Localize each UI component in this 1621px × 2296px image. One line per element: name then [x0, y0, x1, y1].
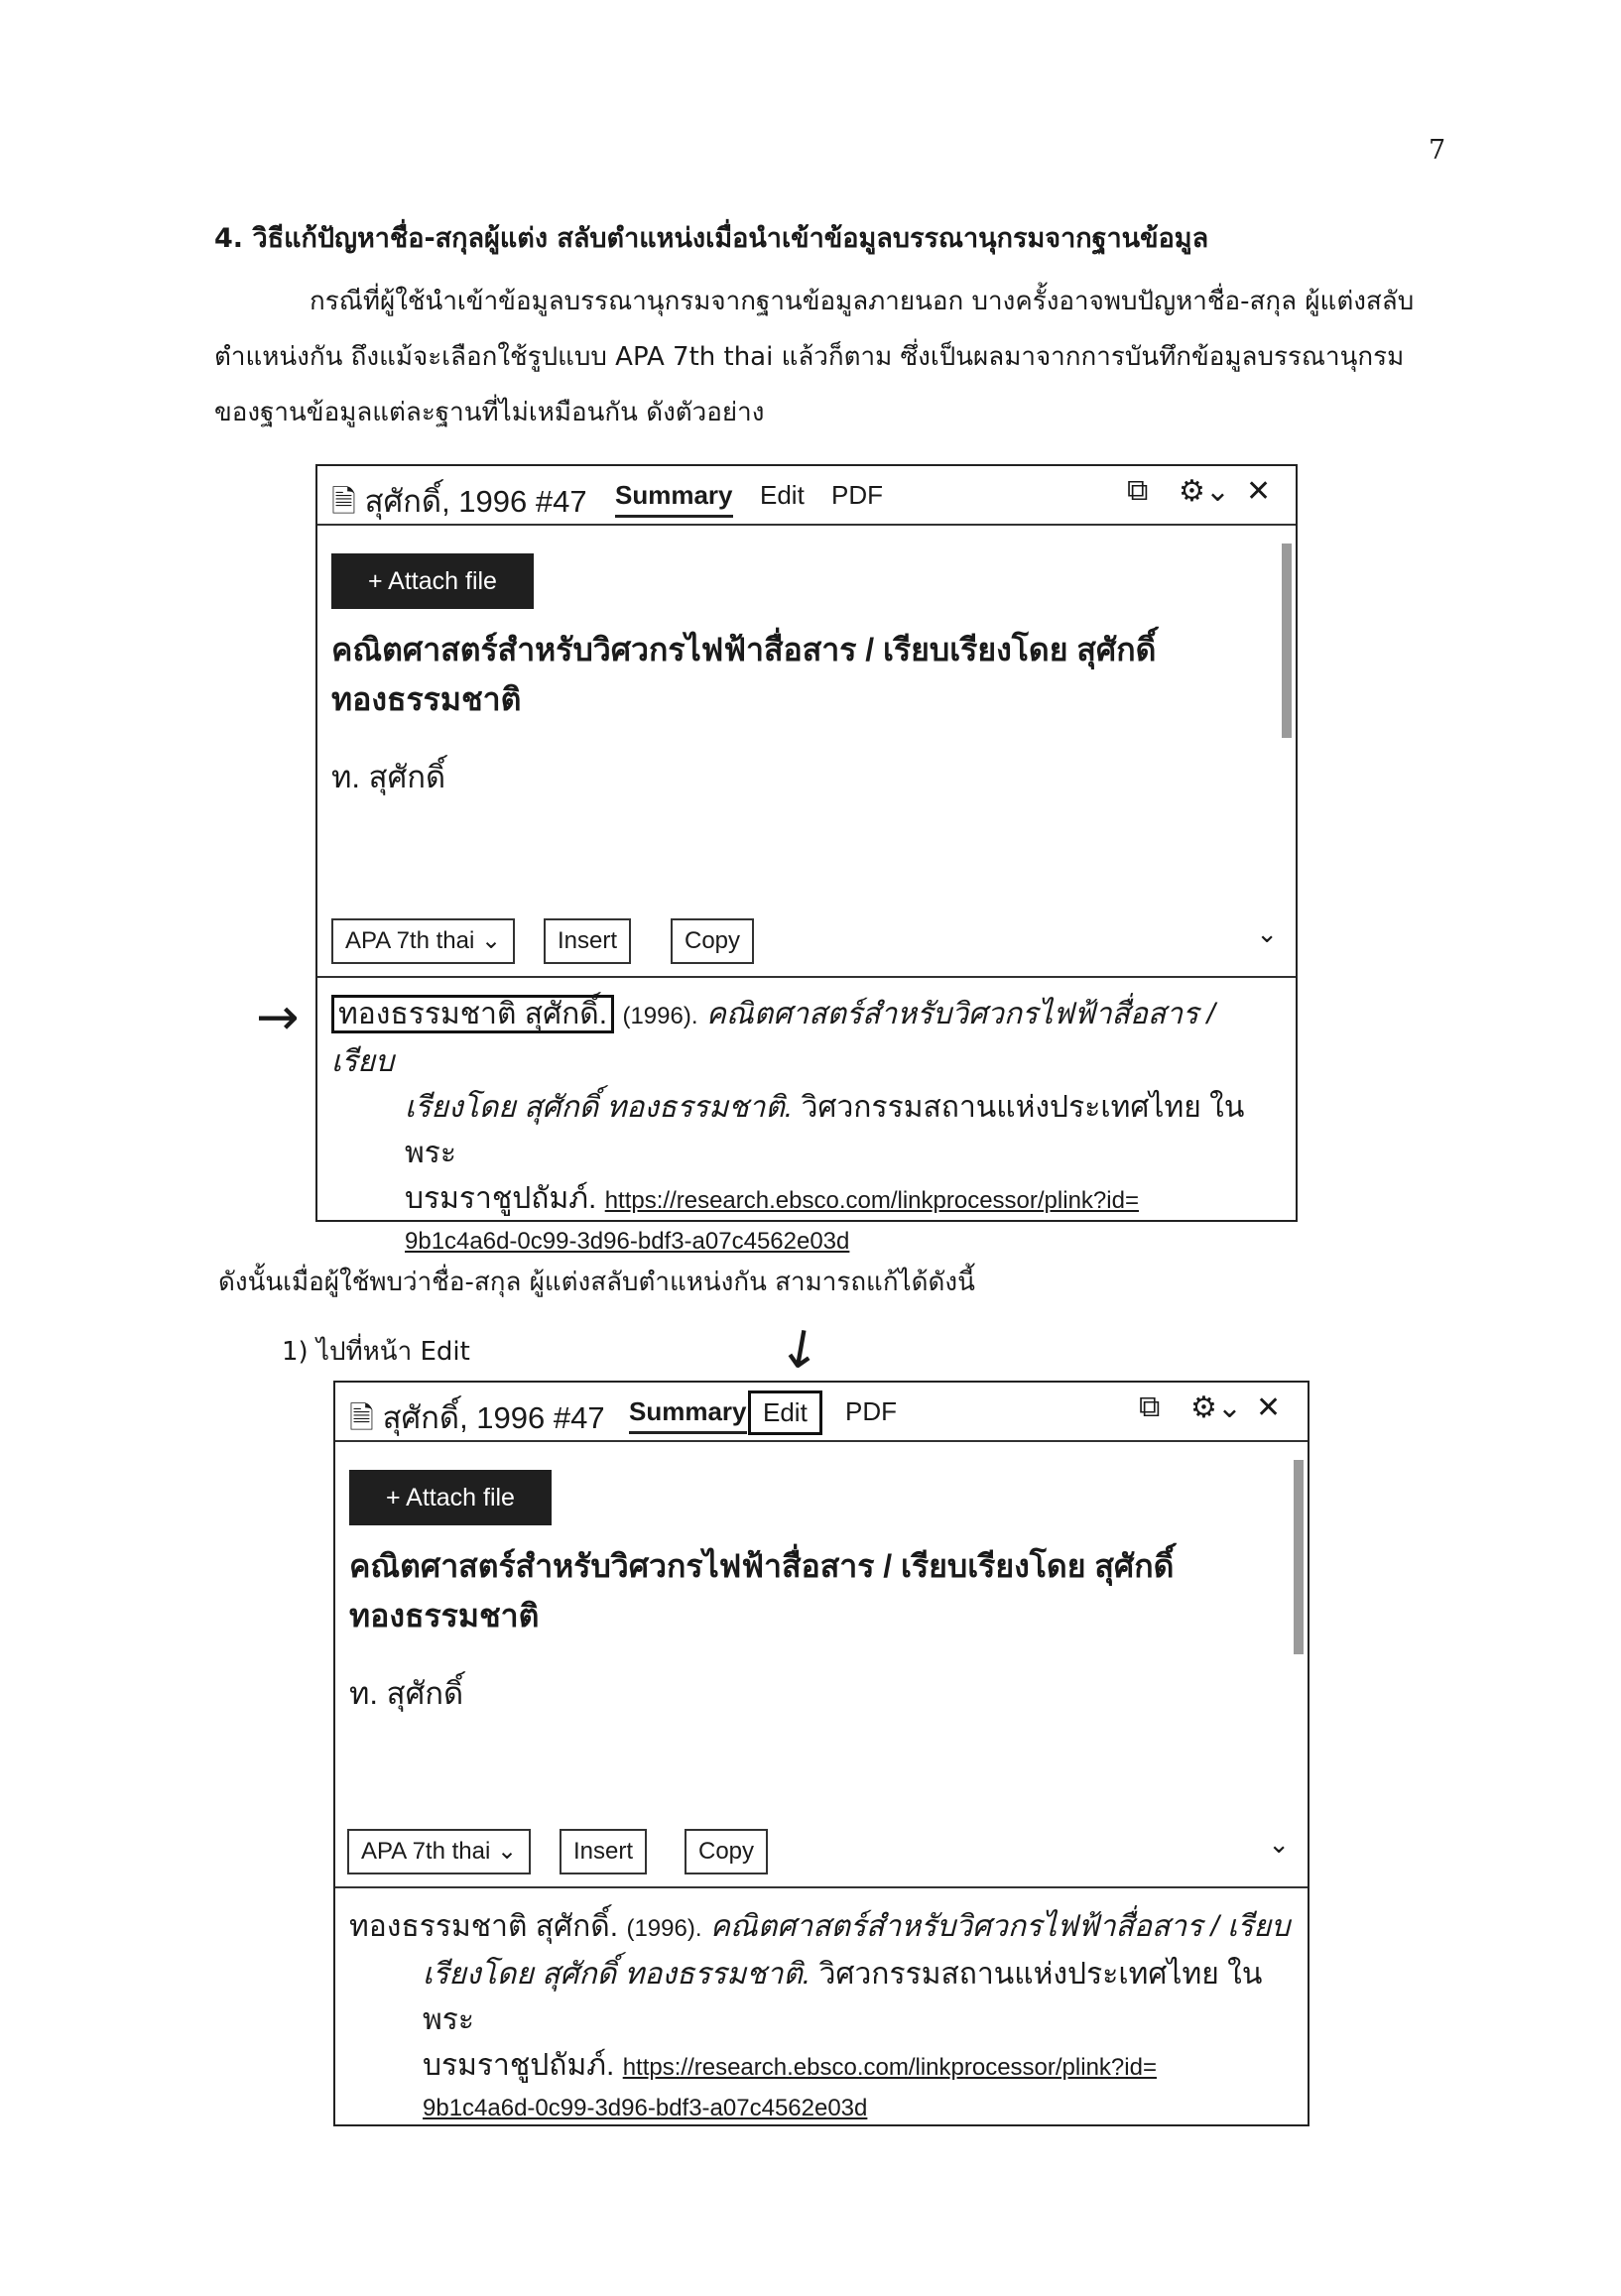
close-icon[interactable]: ✕	[1246, 475, 1272, 508]
book-title: คณิตศาสตร์สำหรับวิศวกรไฟฟ้าสื่อสาร / เรียบเรียงโดย สุศักดิ์ ทองธรรมชาติ	[349, 1548, 1175, 1633]
tab-edit[interactable]: Edit	[760, 480, 805, 510]
chevron-down-icon[interactable]: ⌄	[1268, 1829, 1290, 1859]
paragraph-line: ของฐานข้อมูลแต่ละฐานที่ไม่เหมือนกัน ดังตัวอย่าง	[214, 398, 765, 427]
section-heading: 4. วิธีแก้ปัญหาชื่อ-สกุลผู้แต่ง สลับตำแหน่งเมื่อนำเข้าข้อมูลบรรณานุกรมจากฐานข้อมูล	[214, 223, 1209, 254]
citation-link[interactable]: https://research.ebsco.com/linkprocessor/plink?id=	[622, 2054, 1157, 2081]
arrow-annotation-icon: →	[256, 988, 300, 1047]
citation-link[interactable]: 9b1c4a6d-0c99-3d96-bdf3-a07c4562e03d	[423, 2095, 868, 2121]
tab-pdf[interactable]: PDF	[845, 1396, 897, 1426]
paragraph-line: ตำแหน่งกัน ถึงแม้จะเลือกใช้รูปแบบ APA 7th thai แล้วก็ตาม ซึ่งเป็นผลมาจากการบันทึกข้อมูลบรรณานุกรม	[214, 342, 1405, 372]
page-number: 7	[1429, 135, 1446, 166]
summary-body	[317, 526, 1296, 903]
external-link-icon[interactable]: ⧉	[1127, 474, 1149, 507]
tab-summary[interactable]: Summary	[629, 1396, 747, 1434]
author-name: ท. สุศักดิ์	[349, 1676, 464, 1711]
tab-summary[interactable]: Summary	[615, 480, 733, 518]
citation-preview: ทองธรรมชาติ สุศักดิ์. (1996). คณิตศาสตร์สำหรับวิศวกรไฟฟ้าสื่อสาร / เรียบ เรียงโดย สุศักดิ์ ทองธรรมชาติ. วิศวกรรมสถานแห่งประเทศไทย ในพระ บรมราชูปถัมภ์. https://research.ebsco.com/linkprocessor/plink?id= 9b1c4a6d-0c99-3d96-bdf3-a07c4562e03d	[331, 992, 1282, 1258]
external-link-icon[interactable]: ⧉	[1139, 1390, 1161, 1423]
reference-panel-before	[315, 464, 1298, 1255]
tab-edit[interactable]: Edit	[748, 1390, 822, 1435]
gear-icon[interactable]: ⚙⌄	[1190, 1391, 1243, 1424]
panel-header	[317, 466, 1296, 526]
arrow-annotation-icon: →	[768, 1322, 835, 1376]
gear-icon[interactable]: ⚙⌄	[1179, 475, 1231, 508]
style-select[interactable]: APA 7th thai ⌄	[331, 918, 515, 964]
citation-link[interactable]: https://research.ebsco.com/linkprocessor/plink?id=	[604, 1187, 1139, 1214]
insert-button[interactable]: Insert	[544, 918, 631, 964]
chevron-down-icon[interactable]: ⌄	[1256, 918, 1278, 948]
citation-toolbar	[335, 1815, 1308, 1888]
reference-title: 🗎 สุศักดิ์, 1996 #47	[331, 484, 587, 519]
document-icon: 🗎	[331, 484, 356, 519]
highlighted-author: ทองธรรมชาติ สุศักดิ์.	[331, 995, 614, 1033]
tab-pdf[interactable]: PDF	[831, 480, 883, 510]
instruction-text: ดังนั้นเมื่อผู้ใช้พบว่าชื่อ-สกุล ผู้แต่งสลับตำแหน่งกัน สามารถแก้ได้ดังนี้	[218, 1268, 975, 1297]
insert-button[interactable]: Insert	[560, 1829, 647, 1874]
author-name: ท. สุศักดิ์	[331, 760, 446, 794]
scrollbar[interactable]	[1294, 1460, 1304, 1654]
step-1: 1) ไปที่หน้า Edit	[282, 1337, 470, 1367]
reference-panel-edit	[333, 1381, 1309, 2126]
citation-preview: ทองธรรมชาติ สุศักดิ์. (1996). คณิตศาสตร์สำหรับวิศวกรไฟฟ้าสื่อสาร / เรียบ เรียงโดย สุศักดิ์ ทองธรรมชาติ. วิศวกรรมสถานแห่งประเทศไทย ในพระ บรมราชูปถัมภ์. https://research.ebsco.com/linkprocessor/plink?id= 9b1c4a6d-0c99-3d96-bdf3-a07c4562e03d	[349, 1910, 1291, 2121]
scrollbar[interactable]	[1282, 544, 1292, 738]
reference-title: 🗎 สุศักดิ์, 1996 #47	[349, 1400, 605, 1435]
citation-author: ทองธรรมชาติ สุศักดิ์.	[349, 1910, 619, 1943]
copy-button[interactable]: Copy	[671, 918, 754, 964]
citation-link[interactable]: 9b1c4a6d-0c99-3d96-bdf3-a07c4562e03d	[405, 1228, 850, 1255]
attach-file-button[interactable]: + Attach file	[349, 1470, 552, 1525]
citation-toolbar	[317, 905, 1296, 978]
summary-body	[335, 1442, 1308, 1813]
document-icon: 🗎	[349, 1400, 374, 1435]
book-title: คณิตศาสตร์สำหรับวิศวกรไฟฟ้าสื่อสาร / เรียบเรียงโดย สุศักดิ์ ทองธรรมชาติ	[331, 632, 1157, 717]
copy-button[interactable]: Copy	[685, 1829, 768, 1874]
close-icon[interactable]: ✕	[1256, 1391, 1282, 1424]
attach-file-button[interactable]: + Attach file	[331, 553, 534, 609]
style-select[interactable]: APA 7th thai ⌄	[347, 1829, 531, 1874]
panel-header	[335, 1383, 1308, 1442]
intro-paragraph	[214, 274, 1434, 440]
paragraph-line: กรณีที่ผู้ใช้นำเข้าข้อมูลบรรณานุกรมจากฐานข้อมูลภายนอก บางครั้งอาจพบปัญหาชื่อ-สกุล ผู้แต่งสลับ	[310, 287, 1415, 316]
